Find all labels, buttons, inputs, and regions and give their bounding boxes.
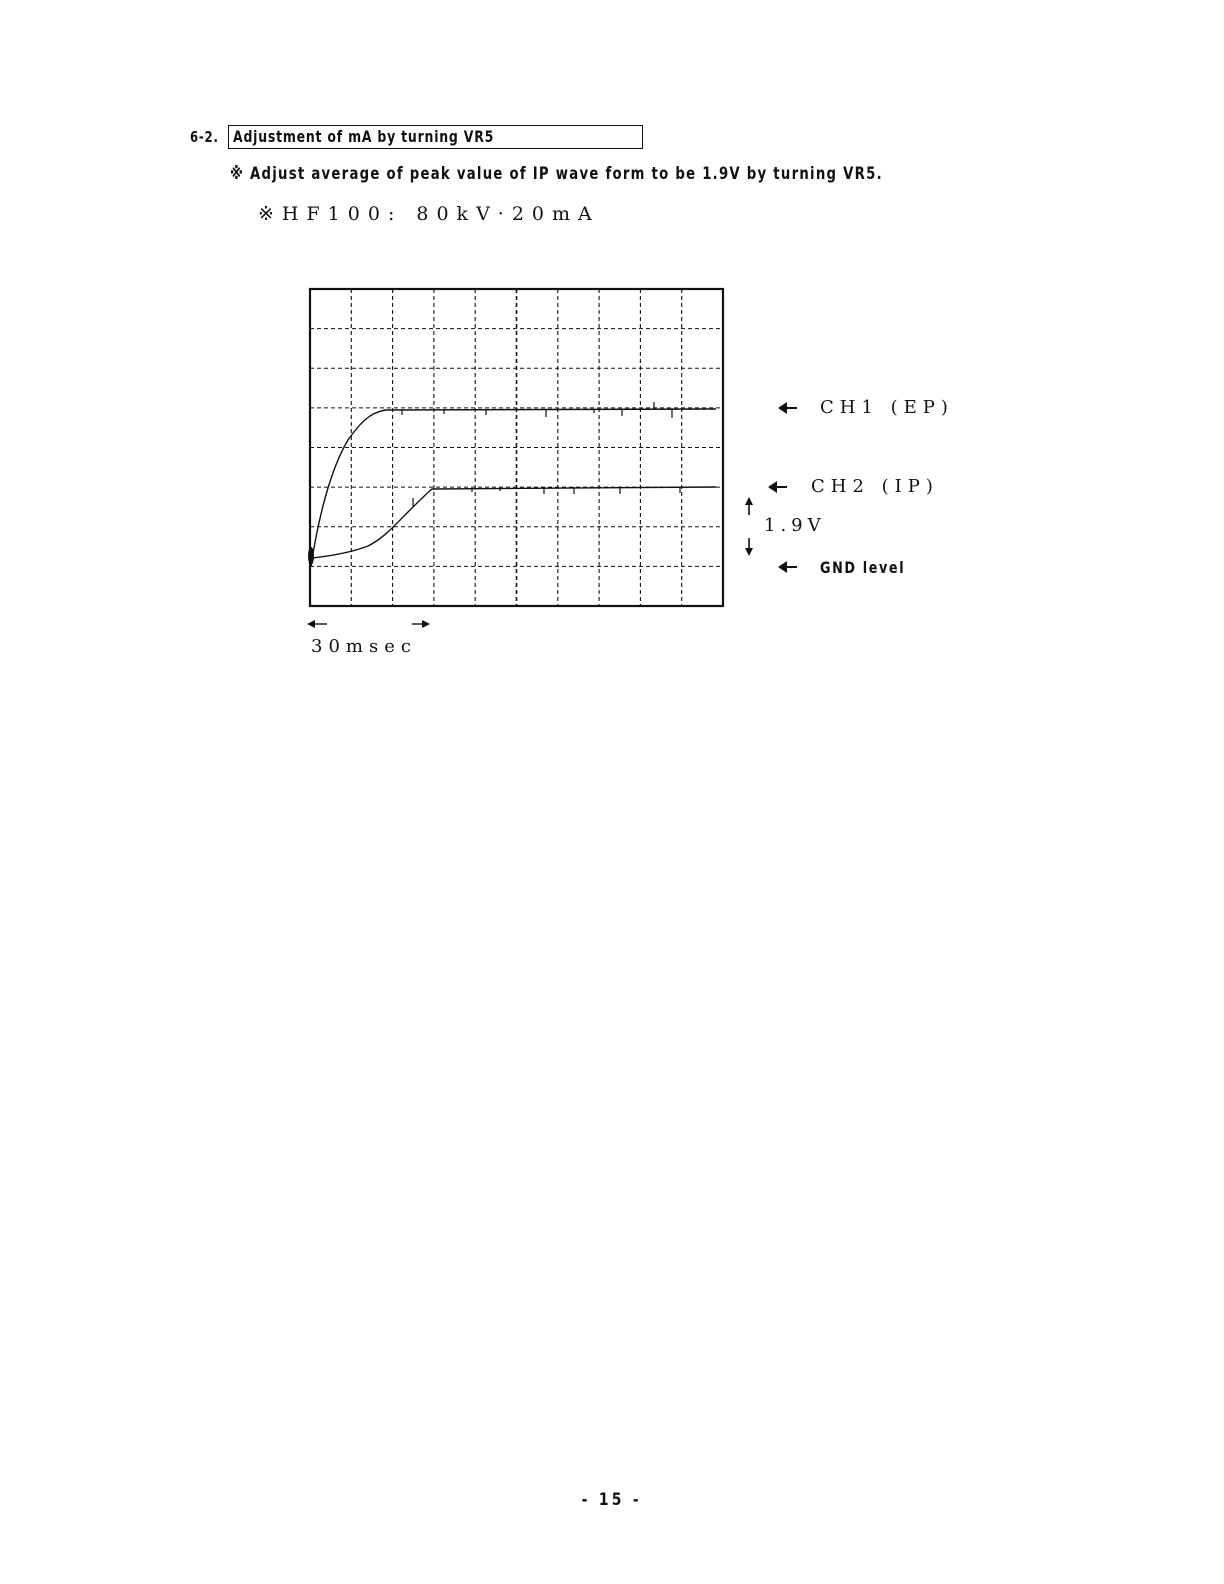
section-title: Adjustment of mA by turning VR5 bbox=[233, 127, 495, 146]
oscilloscope-grid bbox=[310, 289, 723, 606]
gnd-level-label: GND level bbox=[820, 558, 906, 577]
trace-start-marker bbox=[308, 547, 314, 565]
oscilloscope-figure bbox=[0, 0, 1224, 700]
spec-line: ※HF100: 80kV·20mA bbox=[258, 203, 600, 225]
ch2-ripple-marks bbox=[413, 487, 680, 506]
timebase-arrows bbox=[307, 620, 430, 628]
voltage-span-arrows bbox=[745, 497, 753, 556]
ch2-arrow bbox=[768, 481, 787, 493]
ch1-label: CH1 (EP) bbox=[820, 397, 954, 418]
instruction-text: ※ Adjust average of peak value of IP wave form to be 1.9V by turning VR5. bbox=[230, 164, 883, 184]
section-number: 6-2. bbox=[190, 128, 219, 146]
voltage-label: 1.9V bbox=[764, 515, 826, 536]
page-number-text: - 15 - bbox=[581, 1490, 643, 1510]
page-number bbox=[0, 1490, 1224, 1510]
ch2-label: CH2 (IP) bbox=[811, 476, 939, 497]
timebase-label: 30msec bbox=[311, 636, 417, 657]
ch1-arrow bbox=[778, 402, 797, 414]
ch2-waveform bbox=[312, 487, 716, 558]
gnd-arrow bbox=[778, 561, 797, 573]
